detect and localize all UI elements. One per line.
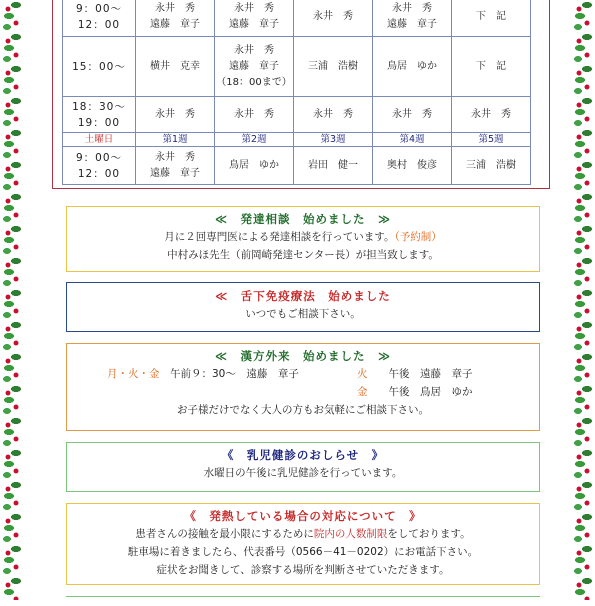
checkup-notice	[66, 442, 540, 492]
next-notice-edge	[66, 596, 540, 606]
fever-line1: 患者さんの接触を最小限にするために院内の人数制限をしております。	[135, 528, 471, 540]
time-slot	[63, 147, 136, 185]
saturday-header-row	[63, 133, 531, 147]
doctor-cell	[373, 97, 452, 133]
time-slot	[63, 37, 136, 97]
doctor-name: 永井 秀	[471, 108, 511, 120]
kampo-right-schedule-1: 火 午後 遠藤 章子	[357, 368, 473, 380]
time-line: 15：00～	[72, 60, 126, 73]
time-line: 12：00	[77, 18, 121, 31]
sublingual-title: ≪ 舌下免疫療法 始めました	[215, 289, 391, 303]
saturday-label: 土曜日	[63, 133, 136, 147]
doctor-cell	[136, 147, 215, 185]
checkup-line1: 水曜日の午後に乳児健診を行っています。	[203, 467, 403, 479]
doctor-name: 遠藤 章子	[150, 167, 200, 179]
doctor-cell	[373, 147, 452, 185]
sublingual-line1: いつでもご相談下さい。	[245, 308, 361, 320]
doctor-cell	[215, 97, 294, 133]
development-line2: 中村みほ先生（前岡崎発達センター長）が担当致します。	[167, 249, 439, 261]
doctor-name: 横井 克幸	[150, 60, 200, 72]
holly-border-right	[572, 0, 594, 600]
doctor-cell	[373, 0, 452, 37]
time-line: 12：00	[77, 167, 121, 180]
kampo-right-schedule-2: 金 午後 鳥居 ゆか	[357, 386, 473, 398]
time-line: 19：00	[77, 116, 121, 129]
doctor-cell	[452, 97, 531, 133]
schedule-row	[63, 37, 531, 97]
doctor-cell	[294, 147, 373, 185]
development-line1: 月に２回専門医による発達相談を行っています。（予約制）	[164, 231, 442, 243]
time-slot	[63, 0, 136, 37]
doctor-cell	[373, 37, 452, 97]
doctor-name: 鳥居 ゆか	[229, 159, 279, 171]
reservation-note: （予約制）	[394, 231, 442, 243]
time-slot	[63, 97, 136, 133]
doctor-name: 遠藤 章子	[150, 18, 200, 30]
sublingual-notice	[66, 282, 540, 332]
doctor-name: 永井 秀	[155, 151, 195, 163]
doctor-name: 永井 秀	[155, 108, 195, 120]
doctor-name: 永井 秀	[313, 108, 353, 120]
doctor-cell	[136, 37, 215, 97]
kampo-title: ≪ 漢方外来 始めました ≫	[214, 349, 392, 363]
doctor-cell	[294, 97, 373, 133]
doctor-name: 三浦 浩樹	[308, 60, 358, 72]
doctor-name: 永井 秀	[234, 2, 274, 14]
doctor-name: 永井 秀	[234, 44, 274, 56]
doctor-name: 永井 秀	[392, 108, 432, 120]
time-line: 9：00～	[75, 151, 123, 164]
fever-notice	[66, 503, 540, 585]
doctor-name: 遠藤 章子	[229, 18, 279, 30]
doctor-name: 岩田 健一	[308, 159, 358, 171]
kampo-notice	[66, 343, 540, 431]
doctor-name: 永井 秀	[313, 10, 353, 22]
doctor-name: 下 記	[476, 10, 506, 22]
week-label: 第1週	[136, 133, 215, 147]
doctor-cell	[294, 0, 373, 37]
fever-line2: 駐車場に着きましたら、代表番号（0566－41－0202）にお電話下さい。	[127, 546, 479, 558]
checkup-title: 《 乳児健診のおしらせ 》	[221, 448, 385, 462]
week-label: 第3週	[294, 133, 373, 147]
doctor-cell	[452, 37, 531, 97]
week-label: 第4週	[373, 133, 452, 147]
kampo-line3: お子様だけでなく大人の方もお気軽にご相談下さい。	[177, 404, 429, 416]
doctor-cell	[452, 0, 531, 37]
doctor-cell	[452, 147, 531, 185]
doctor-cell	[294, 37, 373, 97]
schedule-row	[63, 97, 531, 133]
doctor-cell	[215, 37, 294, 97]
week-label: 第5週	[452, 133, 531, 147]
fever-title: 《 発熱している場合の対応について 》	[184, 509, 422, 523]
week-label: 第2週	[215, 133, 294, 147]
doctor-cell	[215, 0, 294, 37]
doctor-name: 遠藤 章子	[229, 60, 279, 72]
kampo-left-schedule: 月・火・金 午前９：30～ 遠藤 章子	[107, 368, 299, 380]
development-notice	[66, 206, 540, 272]
doctor-name: 永井 秀	[155, 2, 195, 14]
doctor-name: 奥村 俊彦	[387, 159, 437, 171]
schedule-table	[62, 0, 531, 185]
development-title: ≪ 発達相談 始めました ≫	[214, 212, 392, 226]
doctor-name: 遠藤 章子	[387, 18, 437, 30]
schedule-row	[63, 147, 531, 185]
doctor-name: 永井 秀	[234, 108, 274, 120]
time-line: 18：30～	[72, 100, 126, 113]
doctor-name: 鳥居 ゆか	[387, 60, 437, 72]
doctor-cell	[136, 97, 215, 133]
doctor-name: 下 記	[476, 60, 506, 72]
doctor-name: （18：00まで）	[216, 76, 292, 88]
fever-line3: 症状をお聞きして、診察する場所を判断させていただきます。	[156, 564, 450, 576]
doctor-cell	[215, 147, 294, 185]
doctor-name: 永井 秀	[392, 2, 432, 14]
holly-border-left	[1, 0, 23, 600]
doctor-name: 三浦 浩樹	[466, 159, 516, 171]
doctor-cell	[136, 0, 215, 37]
time-line: 9：00～	[75, 2, 123, 15]
schedule-row	[63, 0, 531, 37]
